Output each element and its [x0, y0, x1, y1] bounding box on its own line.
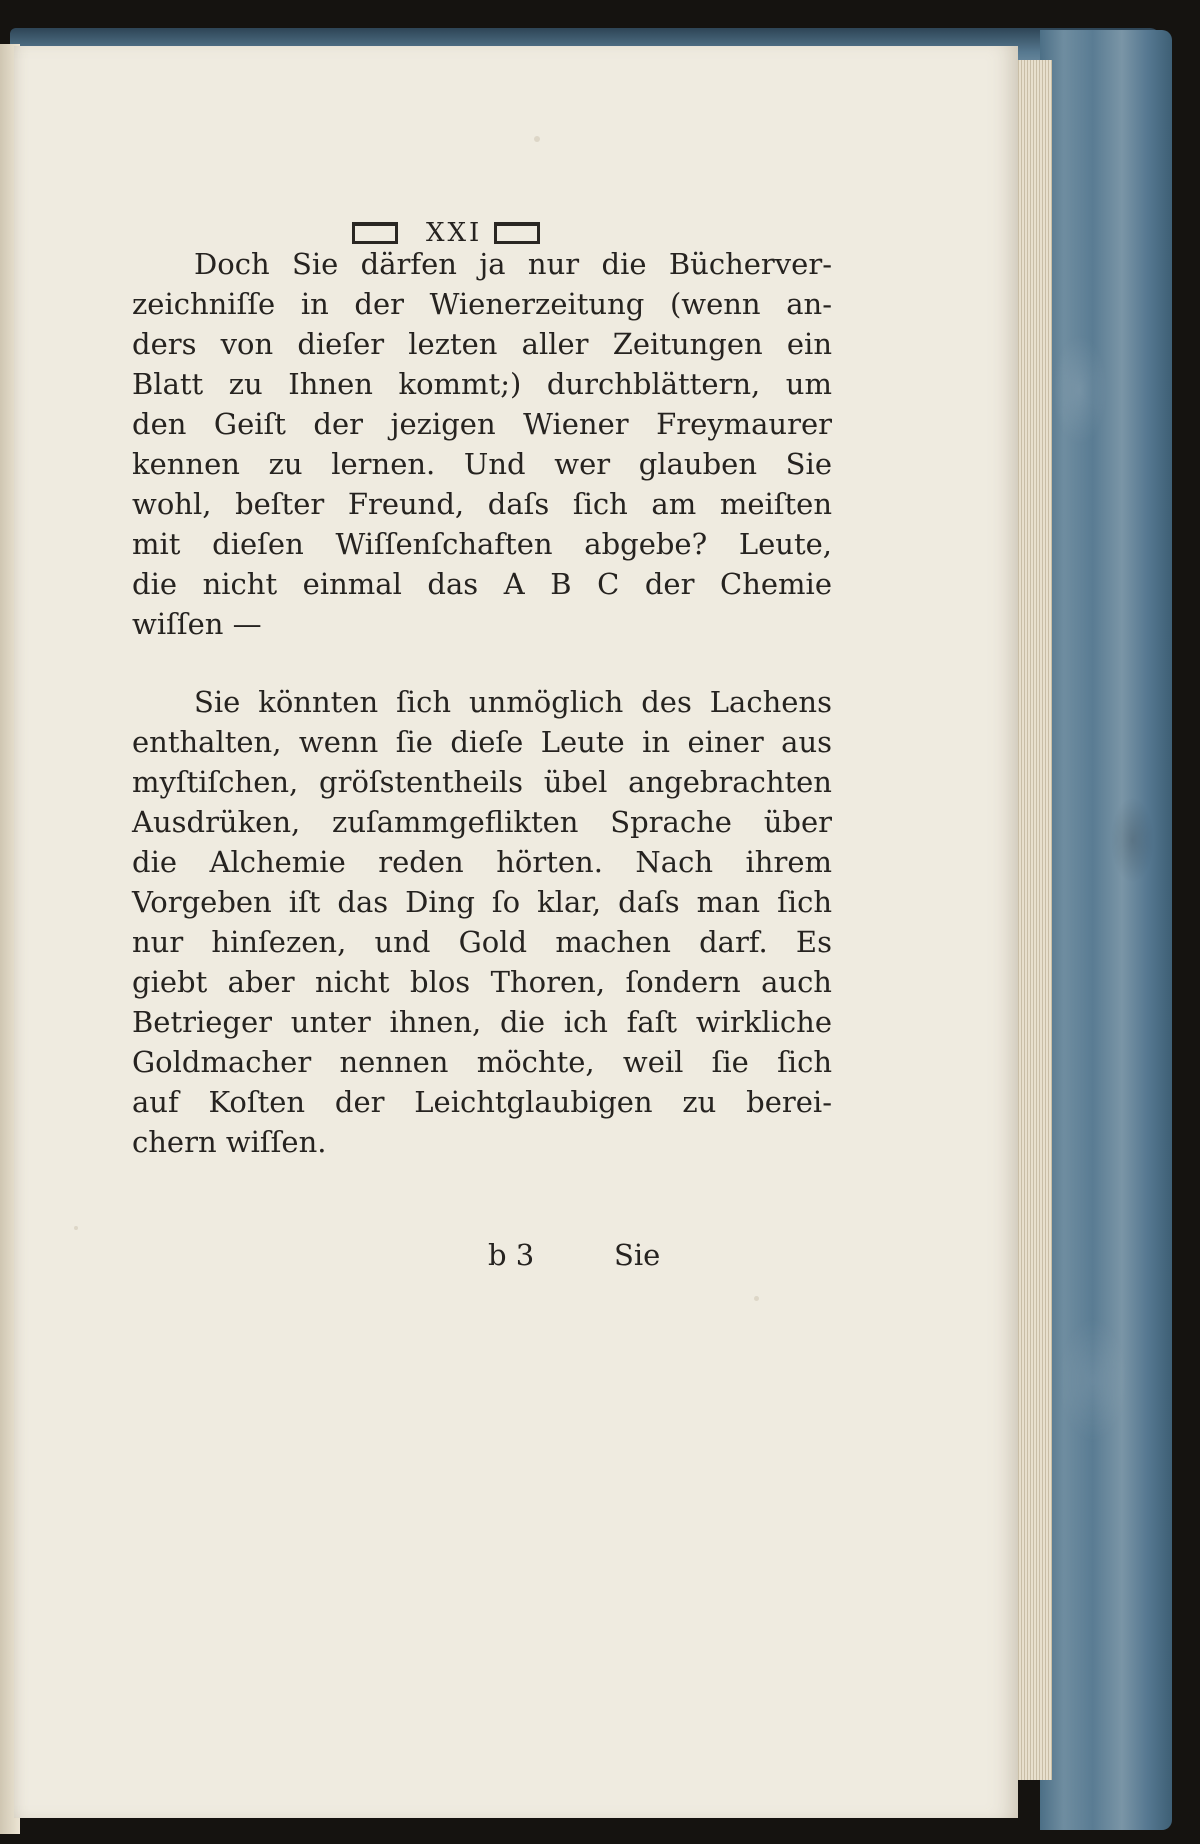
text-line: enthalten, wenn ſie dieſe Leute in einer aus	[132, 725, 832, 759]
text-line: giebt aber nicht blos Thoren, ſondern auch	[132, 965, 832, 999]
text-line: chern wiſſen.	[132, 1125, 327, 1159]
text-line: Goldmacher nennen möchte, weil ſie ſich	[132, 1045, 832, 1079]
text-line: den Geiſt der jezigen Wiener Freymaurer	[132, 407, 832, 441]
ornament-left	[352, 222, 398, 244]
text-line: Doch Sie därfen ja nur die Bücherver-	[194, 247, 832, 281]
text-line: nur hinſezen, und Gold machen darf. Es	[132, 925, 832, 959]
ornament-right	[494, 222, 540, 244]
text-line: myſtiſchen, gröſstentheils übel angebrachten	[132, 765, 832, 799]
catchword: Sie	[614, 1238, 661, 1272]
text-line: Blatt zu Ihnen kommt;) durchblättern, um	[132, 367, 832, 401]
text-line: die Alchemie reden hörten. Nach ihrem	[132, 845, 832, 879]
signature-mark: b 3	[488, 1238, 535, 1272]
marbled-cover-board	[1040, 30, 1172, 1830]
text-line: ders von dieſer lezten aller Zeitungen ein	[132, 327, 832, 361]
foxing-spot	[754, 1296, 759, 1301]
foxing-spot	[74, 1226, 78, 1230]
text-line: mit dieſen Wiſſenſchaften abgebe? Leute,	[132, 527, 832, 561]
text-line: auf Koſten der Leichtglaubigen zu berei-	[132, 1085, 832, 1119]
text-line: Vorgeben iſt das Ding ſo klar, daſs man ſich	[132, 885, 832, 919]
foxing-spot	[534, 136, 540, 142]
text-line: zeichniſſe in der Wienerzeitung (wenn an-	[132, 287, 832, 321]
book-page	[14, 46, 1018, 1818]
text-line: wohl, beſter Freund, daſs ſich am meiſten	[132, 487, 832, 521]
text-line: Betrieger unter ihnen, die ich faſt wirkliche	[132, 1005, 832, 1039]
page-number: XXI	[426, 218, 483, 248]
text-line: wiſſen —	[132, 607, 262, 641]
text-line: Ausdrüken, zuſammgeflikten Sprache über	[132, 805, 832, 839]
text-line: die nicht einmal das A B C der Chemie	[132, 567, 832, 601]
text-line: kennen zu lernen. Und wer glauben Sie	[132, 447, 832, 481]
text-line: Sie könnten ſich unmöglich des Lachens	[194, 685, 832, 719]
